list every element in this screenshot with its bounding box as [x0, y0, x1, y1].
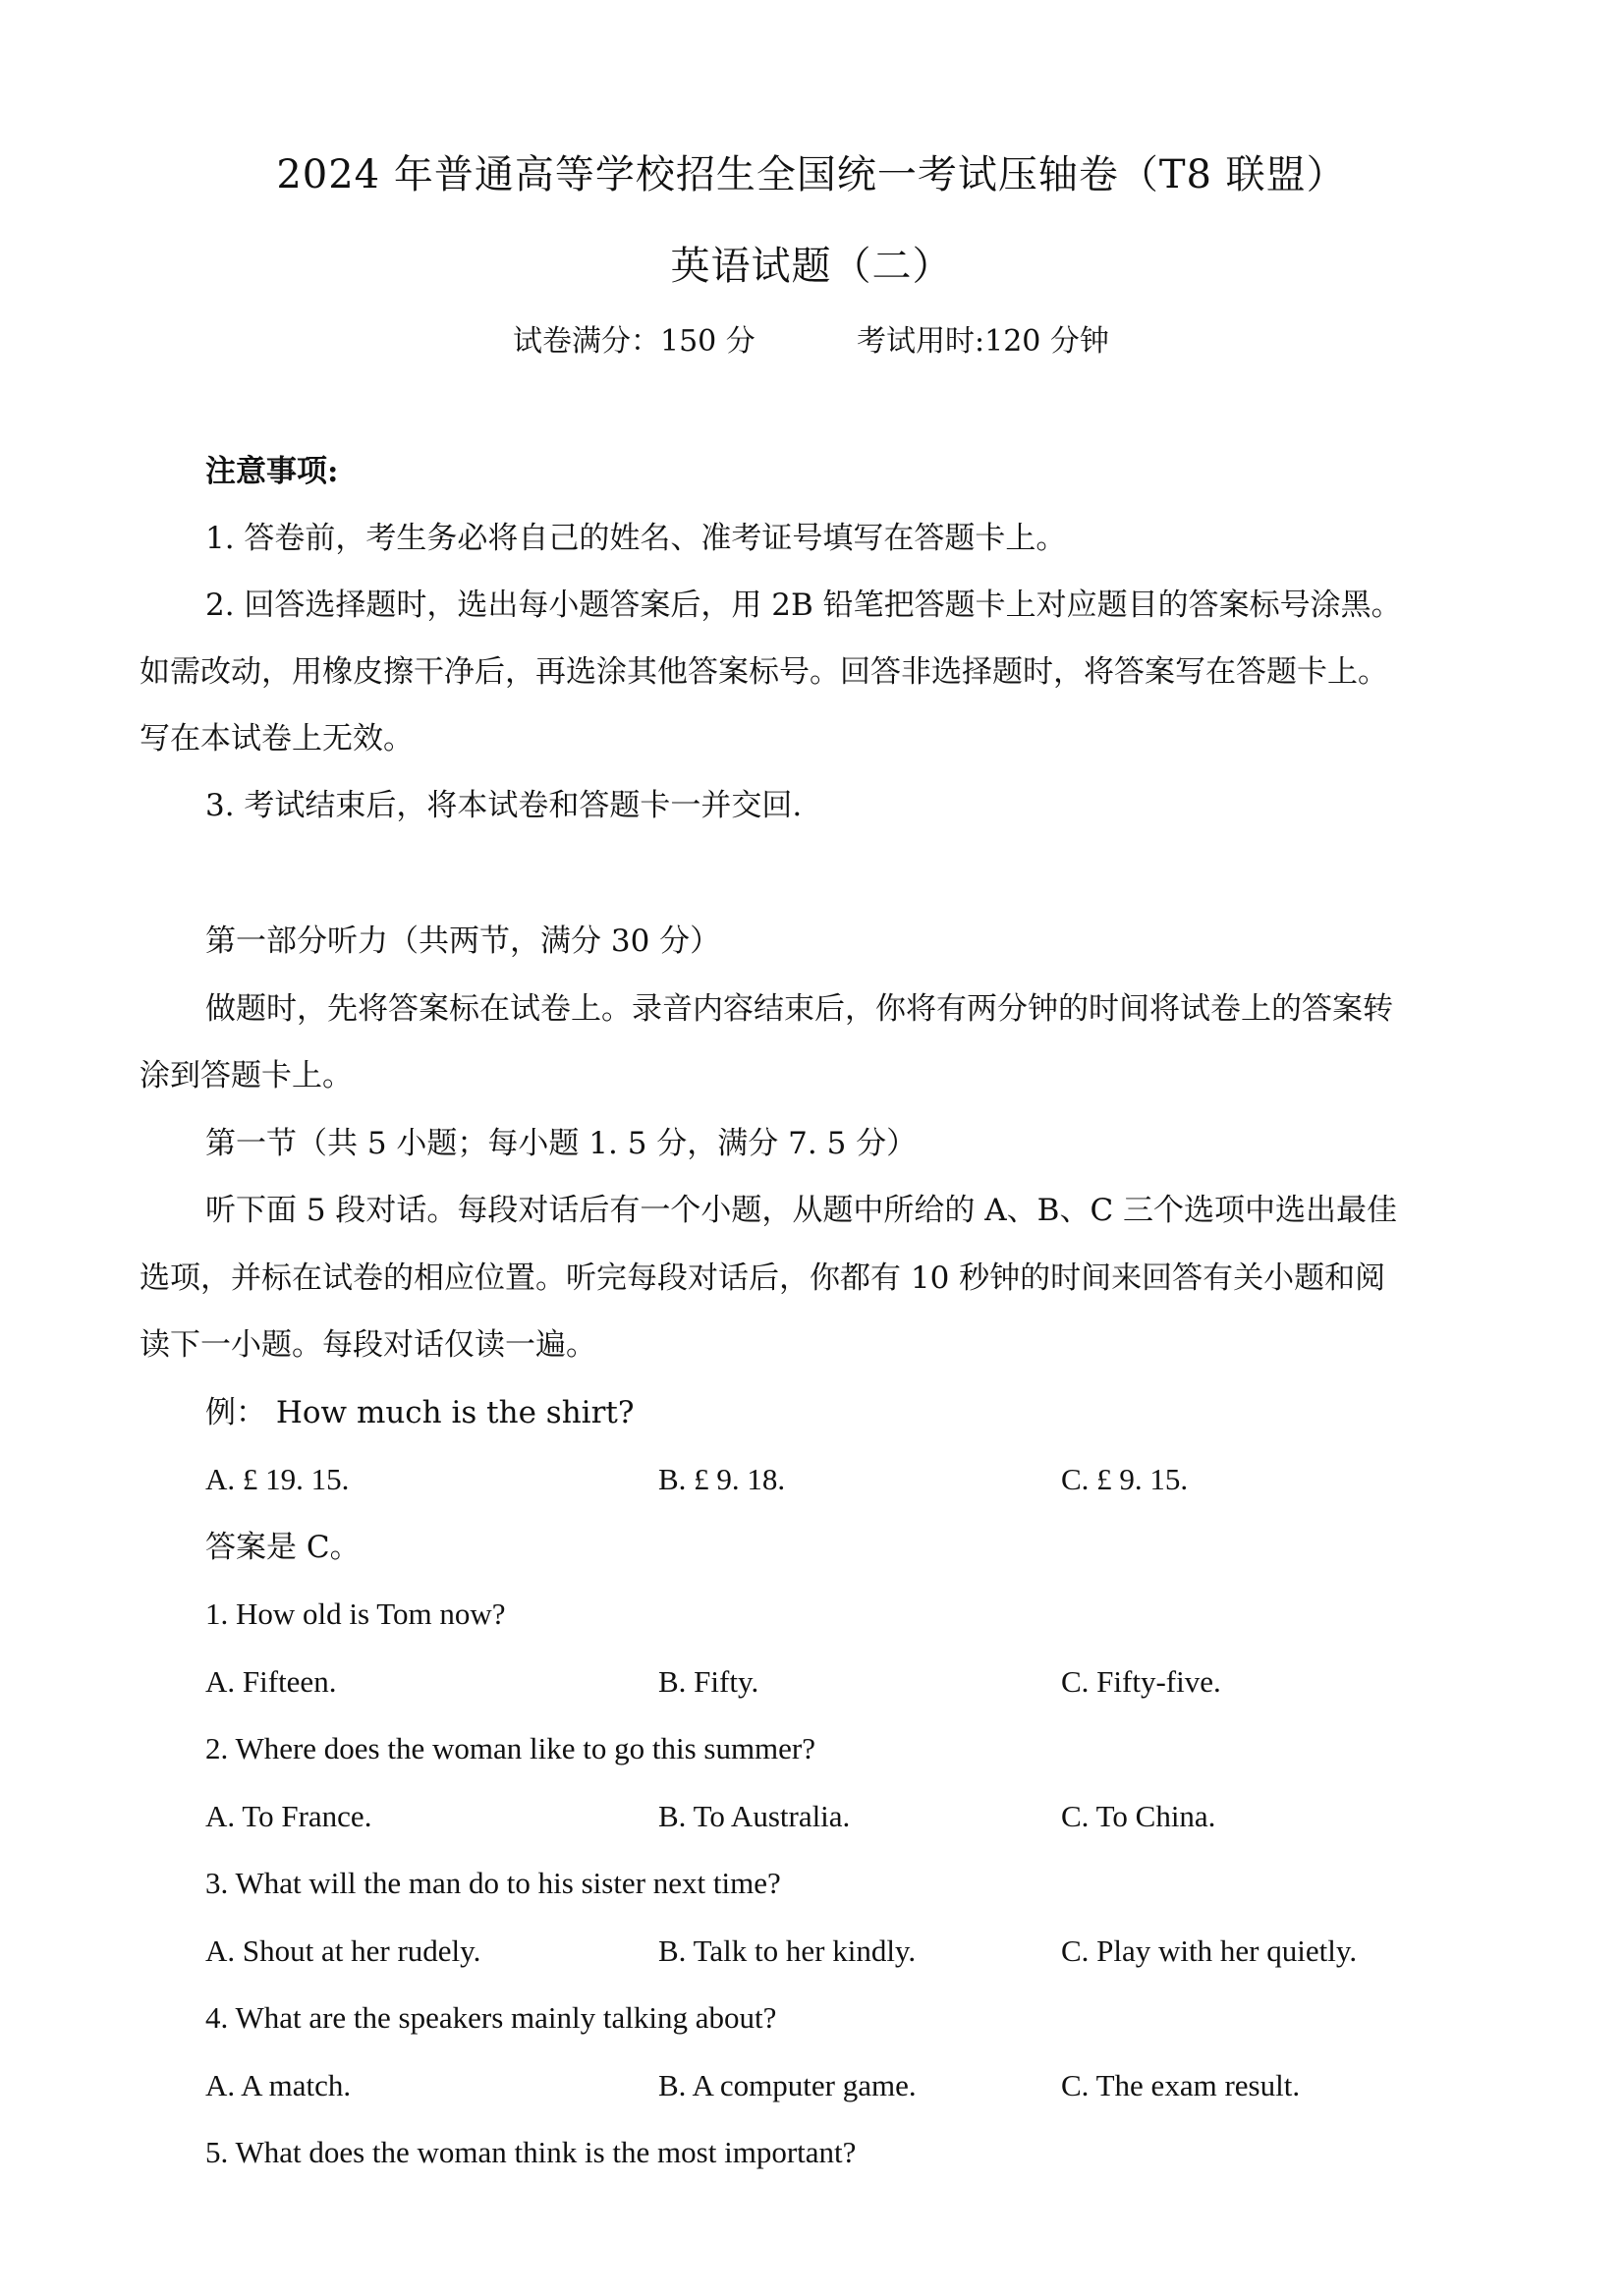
notice-item-2-line-3: 写在本试卷上无效。: [140, 721, 414, 756]
question-1-option-c: C. Fifty-five.: [1061, 1664, 1221, 1699]
section1-heading: 第一节（共 5 小题；每小题 1. 5 分，满分 7. 5 分）: [205, 1126, 918, 1161]
notice-item-2-line-2: 如需改动，用橡皮擦干净后，再选涂其他答案标号。回答非选择题时，将答案写在答题卡上。: [140, 654, 1388, 690]
question-2: 2. Where does the woman like to go this summer?: [205, 1731, 816, 1765]
example-question: 例： How much is the shirt?: [205, 1395, 635, 1430]
notice-item-1: 1. 答卷前，考生务必将自己的姓名、准考证号填写在答题卡上。: [205, 521, 1067, 556]
section1-instruction-line-3: 读下一小题。每段对话仅读一遍。: [140, 1327, 596, 1363]
section1-instruction-line-2: 选项，并标在试卷的相应位置。听完每段对话后，你都有 10 秒钟的时间来回答有关小题和阅: [140, 1260, 1386, 1296]
question-4-option-b: B. A computer game.: [658, 2068, 917, 2102]
example-answer: 答案是 C。: [205, 1530, 361, 1565]
exam-subtitle: 英语试题（二）: [670, 244, 953, 289]
question-3-option-a: A. Shout at her rudely.: [205, 1933, 481, 1968]
question-4-option-c: C. The exam result.: [1061, 2068, 1301, 2102]
question-3-option-b: B. Talk to her kindly.: [658, 1933, 917, 1968]
question-4: 4. What are the speakers mainly talking about?: [205, 2000, 777, 2035]
example-option-b: B. £ 9. 18.: [658, 1462, 786, 1496]
question-5: 5. What does the woman think is the most important?: [205, 2135, 857, 2169]
question-1-option-b: B. Fifty.: [658, 1664, 759, 1699]
notice-item-3: 3. 考试结束后，将本试卷和答题卡一并交回.: [205, 788, 803, 823]
full-score: 试卷满分：150 分: [513, 324, 756, 359]
exam-duration: 考试用时:120 分钟: [857, 324, 1109, 359]
example-option-c: C. £ 9. 15.: [1061, 1462, 1189, 1496]
part1-intro-line-2: 涂到答题卡上。: [140, 1058, 353, 1093]
exam-title: 2024 年普通高等学校招生全国统一考试压轴卷（T8 联盟）: [276, 152, 1347, 197]
question-1: 1. How old is Tom now?: [205, 1596, 506, 1631]
question-2-option-a: A. To France.: [205, 1799, 372, 1833]
question-3: 3. What will the man do to his sister next time?: [205, 1866, 781, 1900]
question-2-option-c: C. To China.: [1061, 1799, 1216, 1833]
notice-heading: 注意事项:: [205, 454, 339, 489]
notice-item-2-line-1: 2. 回答选择题时，选出每小题答案后，用 2B 铅笔把答题卡上对应题目的答案标号涂黑。: [205, 588, 1402, 623]
section1-instruction-line-1: 听下面 5 段对话。每段对话后有一个小题，从题中所给的 A、B、C 三个选项中选出最佳: [205, 1193, 1398, 1228]
part1-heading: 第一部分听力（共两节，满分 30 分）: [205, 924, 721, 959]
example-option-a: A. £ 19. 15.: [205, 1462, 350, 1496]
part1-intro-line-1: 做题时，先将答案标在试卷上。录音内容结束后，你将有两分钟的时间将试卷上的答案转: [205, 991, 1393, 1027]
question-1-option-a: A. Fifteen.: [205, 1664, 337, 1699]
question-2-option-b: B. To Australia.: [658, 1799, 851, 1833]
question-3-option-c: C. Play with her quietly.: [1061, 1933, 1358, 1968]
question-4-option-a: A. A match.: [205, 2068, 352, 2102]
